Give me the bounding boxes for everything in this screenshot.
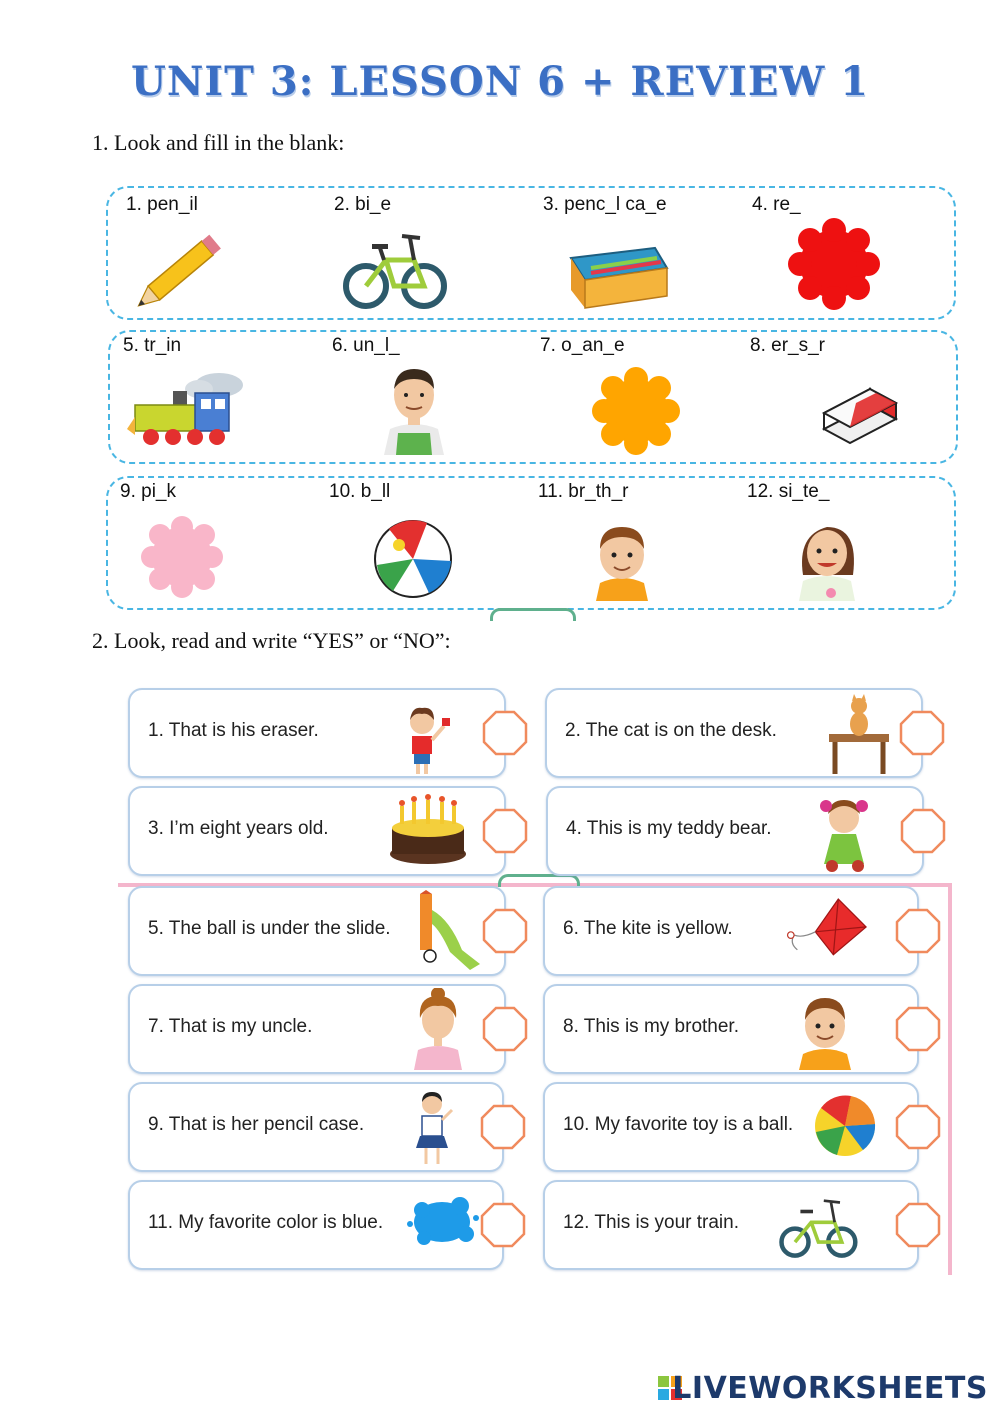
fill-item-12 bbox=[747, 481, 947, 601]
fill-item-label: 2. bi_e bbox=[334, 194, 392, 215]
fill-item-label: 7. o_an_e bbox=[540, 335, 625, 356]
section-2-heading: 2. Look, read and write “YES” or “NO”: bbox=[92, 628, 451, 653]
answer-octagon[interactable] bbox=[895, 1202, 941, 1248]
decorative-tab bbox=[490, 608, 576, 621]
bike-icon bbox=[777, 1184, 867, 1266]
beach-ball-icon bbox=[807, 1086, 897, 1168]
answer-octagon[interactable] bbox=[899, 710, 945, 756]
statement-card-7 bbox=[128, 984, 506, 1074]
pink-blob-icon bbox=[120, 505, 320, 601]
uncle-icon bbox=[332, 359, 532, 455]
answer-octagon[interactable] bbox=[895, 1104, 941, 1150]
fill-item-6 bbox=[332, 335, 532, 455]
statement-card-9 bbox=[128, 1082, 504, 1172]
fill-item-label: 11. br_th_r bbox=[538, 481, 629, 502]
red-blob-icon bbox=[752, 218, 952, 314]
fill-item-9 bbox=[120, 481, 320, 601]
statement-text: 10. My favorite toy is a ball. bbox=[563, 1114, 794, 1135]
statement-text: 11. My favorite color is blue. bbox=[148, 1212, 384, 1233]
woman-icon bbox=[400, 988, 490, 1070]
pencil-case-icon bbox=[543, 218, 743, 314]
fill-item-label: 5. tr_in bbox=[123, 335, 182, 356]
statement-text: 9. That is her pencil case. bbox=[148, 1114, 365, 1135]
brother-icon bbox=[538, 505, 738, 601]
fill-item-label: 3. penc_l ca_e bbox=[543, 194, 667, 215]
fill-item-7 bbox=[540, 335, 740, 455]
fill-item-label: 10. b_ll bbox=[329, 481, 391, 502]
eraser-icon bbox=[750, 359, 950, 455]
statement-card-8 bbox=[543, 984, 919, 1074]
boy-with-eraser-icon bbox=[392, 692, 482, 774]
statement-card-12 bbox=[543, 1180, 919, 1270]
orange-blob-icon bbox=[540, 359, 740, 455]
ball-icon bbox=[329, 505, 529, 601]
fill-item-10 bbox=[329, 481, 529, 601]
statement-text: 6. The kite is yellow. bbox=[563, 918, 733, 939]
answer-octagon[interactable] bbox=[900, 808, 946, 854]
statement-card-4 bbox=[546, 786, 924, 876]
statement-card-5 bbox=[128, 886, 506, 976]
statement-text: 2. The cat is on the desk. bbox=[565, 720, 777, 741]
statement-text: 4. This is my teddy bear. bbox=[566, 818, 772, 839]
fill-item-5 bbox=[123, 335, 323, 455]
fill-item-8 bbox=[750, 335, 950, 455]
statement-card-1 bbox=[128, 688, 506, 778]
sister-icon bbox=[747, 505, 947, 601]
answer-octagon[interactable] bbox=[482, 908, 528, 954]
section-1-heading: 1. Look and fill in the blank: bbox=[92, 130, 345, 155]
blue-splash-icon bbox=[402, 1184, 492, 1266]
statement-text: 3. I’m eight years old. bbox=[148, 818, 329, 839]
answer-octagon[interactable] bbox=[480, 1104, 526, 1150]
statement-card-2 bbox=[545, 688, 923, 778]
statement-card-11 bbox=[128, 1180, 504, 1270]
red-kite-icon bbox=[781, 890, 871, 972]
statement-text: 12. This is your train. bbox=[563, 1212, 740, 1233]
statement-text: 7. That is my uncle. bbox=[148, 1016, 313, 1037]
answer-octagon[interactable] bbox=[482, 1006, 528, 1052]
answer-octagon[interactable] bbox=[482, 710, 528, 756]
answer-octagon[interactable] bbox=[482, 808, 528, 854]
fill-item-label: 4. re_ bbox=[752, 194, 801, 215]
page-title: UNIT 3: LESSON 6 + REVIEW 1 bbox=[130, 58, 870, 105]
fill-item-1 bbox=[126, 194, 326, 314]
fill-item-3 bbox=[543, 194, 743, 314]
pencil-icon bbox=[126, 218, 326, 314]
brother-icon bbox=[787, 988, 877, 1070]
fill-item-label: 6. un_l_ bbox=[332, 335, 400, 356]
doll-icon bbox=[804, 790, 894, 872]
bike-icon bbox=[334, 218, 534, 314]
answer-octagon[interactable] bbox=[895, 1006, 941, 1052]
fill-item-4 bbox=[752, 194, 952, 314]
fill-item-label: 12. si_te_ bbox=[747, 481, 830, 502]
fill-item-2 bbox=[334, 194, 534, 314]
train-icon bbox=[123, 359, 323, 455]
fill-item-label: 8. er_s_r bbox=[750, 335, 825, 356]
statement-text: 5. The ball is under the slide. bbox=[148, 918, 391, 939]
statement-card-6 bbox=[543, 886, 919, 976]
answer-octagon[interactable] bbox=[895, 908, 941, 954]
statement-card-3 bbox=[128, 786, 506, 876]
answer-octagon[interactable] bbox=[480, 1202, 526, 1248]
fill-item-label: 9. pi_k bbox=[120, 481, 176, 502]
fill-item-label: 1. pen_il bbox=[126, 194, 198, 215]
brand-wordmark: LIVEWORKSHEETS bbox=[672, 1371, 988, 1406]
statement-text: 8. This is my brother. bbox=[563, 1016, 739, 1037]
statement-text: 1. That is his eraser. bbox=[148, 720, 319, 741]
birthday-cake-icon bbox=[386, 790, 476, 872]
statement-card-10 bbox=[543, 1082, 919, 1172]
cat-on-desk-icon bbox=[821, 692, 911, 774]
fill-item-11 bbox=[538, 481, 738, 601]
